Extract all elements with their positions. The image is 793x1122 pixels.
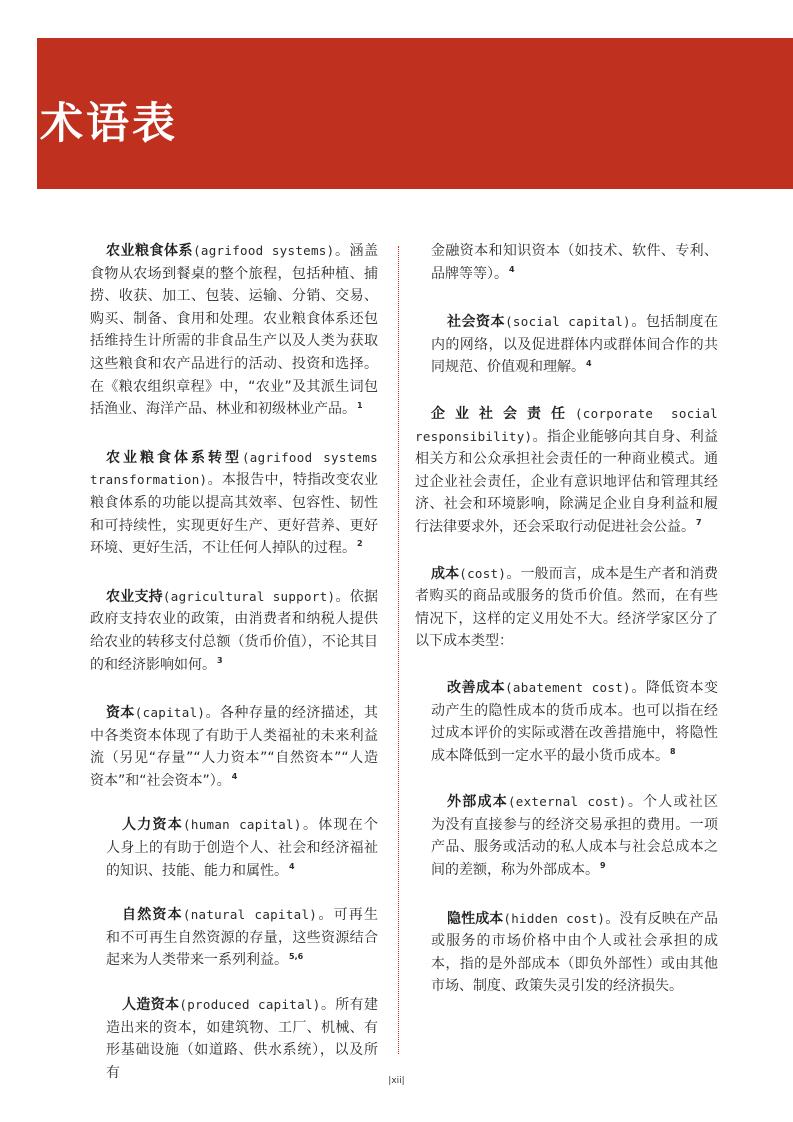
glossary-entry	[90, 702, 378, 792]
english-term: (corporate social responsibility)	[415, 405, 718, 444]
footnote-ref: 4	[509, 264, 515, 274]
english-term: (abatement cost)	[505, 679, 631, 695]
footnote-ref: 9	[600, 861, 606, 871]
english-term: (external cost)	[507, 794, 627, 810]
definition-text: 。各种存量的经济描述，其中各类资本体现了有助于人类福祉的未来利益流（另见“存量”“人力资本”“自然资本”“人造资本”和“社会资本”）。	[90, 705, 379, 789]
glossary-entry	[415, 791, 718, 881]
page-number: |xii|	[388, 1076, 405, 1086]
glossary-term: 隐性成本	[447, 910, 504, 927]
definition-text: 。包括制度在内的网络，以及促进群体内或群体间合作的共同规范、价值观和理解。	[431, 314, 719, 376]
glossary-term: 人力资本	[122, 817, 184, 834]
english-term: (agrifood systems)	[193, 243, 335, 258]
english-term: (agrifood systems transformation)	[90, 449, 378, 488]
glossary-term: 农业支持	[106, 588, 163, 605]
glossary-entry	[90, 240, 378, 421]
footnote-ref: 3	[217, 655, 223, 665]
english-term: (hidden cost)	[503, 910, 606, 926]
glossary-term: 资本	[106, 705, 135, 722]
glossary-entry	[90, 447, 378, 560]
english-term: (capital)	[134, 705, 206, 721]
english-term: (agricultural support)	[162, 588, 336, 604]
definition-text: 金融资本和知识资本（如技术、软件、专利、品牌等等）。	[431, 243, 718, 282]
glossary-entry	[415, 908, 718, 998]
glossary-entry	[415, 563, 718, 653]
glossary-entry	[415, 311, 718, 379]
glossary-term: 企业社会责任	[431, 405, 575, 422]
definition-text: 。没有反映在产品或服务的市场价格中由个人或社会承担的成本，指的是外部成本（即负外部性）或由其他市场、制度、政策失灵引发的经济损失。	[431, 910, 719, 995]
footnote-ref: 4	[586, 358, 592, 368]
glossary-term: 成本	[431, 565, 460, 582]
page-title: 术语表	[40, 99, 178, 149]
footnote-ref: 7	[696, 518, 702, 528]
definition-text: 。涵盖食物从农场到餐桌的整个旅程，包括种植、捕捞、收获、加工、包装、运输、分销、交易、购买、制备、食用和处理。农业粮食体系还包括维持生计所需的非食品生产以及人类为获取这些粮食和农产品进行的活动、投资和选择。在《粮农组织章程》中，“农业”及其派生词包括渔业、海洋产品、林业和初级林业产品。	[90, 243, 378, 418]
glossary-term: 社会资本	[447, 314, 506, 331]
footnote-ref: 4	[231, 772, 238, 782]
glossary-term: 自然资本	[122, 907, 183, 924]
definition-text: 。降低资本变动产生的隐性成本的货币成本。也可以指在经过成本评价的实际或潜在改善措施中，将隐性成本降低到一定水平的最小货币成本。	[431, 679, 719, 764]
definition-text: 。指企业能够向其自身、利益相关方和公众承担社会责任的一种商业模式。通过企业社会责任，企业有意识地评估和管理其经济、社会和环境影响，除满足企业自身利益和履行法律要求外，还会采取行动促进社会公益。	[415, 428, 718, 535]
definition-text: 。依据政府支持农业的政策，由消费者和纳税人提供给农业的转移支付总额（货币价值），不论其目的和经济影响如何。	[90, 588, 379, 673]
definition-text: 。体现在个人身上的有助于创造个人、社会和经济福祉的知识、技能、能力和属性。	[106, 817, 379, 879]
glossary-term: 人造资本	[122, 997, 180, 1014]
footnote-ref: 4	[289, 862, 295, 871]
glossary-entry	[415, 240, 718, 285]
footnote-ref: 8	[670, 747, 676, 757]
glossary-entry	[415, 677, 718, 767]
column-divider	[398, 246, 399, 1054]
glossary-left-column	[90, 240, 378, 1084]
english-term: (cost)	[459, 565, 507, 581]
glossary-entry	[90, 904, 378, 972]
footnote-ref: 5,6	[289, 951, 304, 961]
definition-text: 。所有建造出来的资本，如建筑物、工厂、机械、有形基础设施（如道路、供水系统），以及所有	[106, 997, 378, 1081]
glossary-entry	[90, 814, 378, 882]
glossary-entry	[90, 586, 378, 676]
glossary-term: 农业粮食体系转型	[106, 449, 242, 466]
glossary-entry	[415, 403, 718, 539]
footnote-ref: 1	[357, 400, 363, 410]
glossary-term: 农业粮食体系	[106, 243, 194, 259]
english-term: (produced capital)	[179, 997, 321, 1013]
glossary-right-column	[415, 240, 718, 998]
definition-text: 。本报告中，特指改变农业粮食体系的功能以提高其效率、包容性、韧性和可持续性，实现更好生产、更好营养、更好环境、更好生活，不让任何人掉队的过程。	[90, 472, 378, 557]
glossary-entry	[90, 994, 378, 1084]
glossary-term: 改善成本	[447, 679, 506, 696]
english-term: (human capital)	[183, 817, 302, 833]
definition-text: 。可再生和不可再生自然资源的存量，这些资源结合起来为人类带来一系列利益。	[106, 907, 379, 969]
english-term: (natural capital)	[182, 907, 318, 923]
footnote-ref: 2	[357, 539, 363, 549]
definition-text: 。一般而言，成本是生产者和消费者购买的商品或服务的货币价值。然而，在有些情况下，这样的定义用处不大。经济学家区分了以下成本类型：	[415, 565, 719, 650]
definition-text: 。个人或社区为没有直接参与的经济交易承担的费用。一项产品、服务或活动的私人成本与社会总成本之间的差额，称为外部成本。	[431, 794, 719, 879]
glossary-term: 外部成本	[447, 794, 508, 811]
english-term: (social capital)	[505, 314, 631, 330]
